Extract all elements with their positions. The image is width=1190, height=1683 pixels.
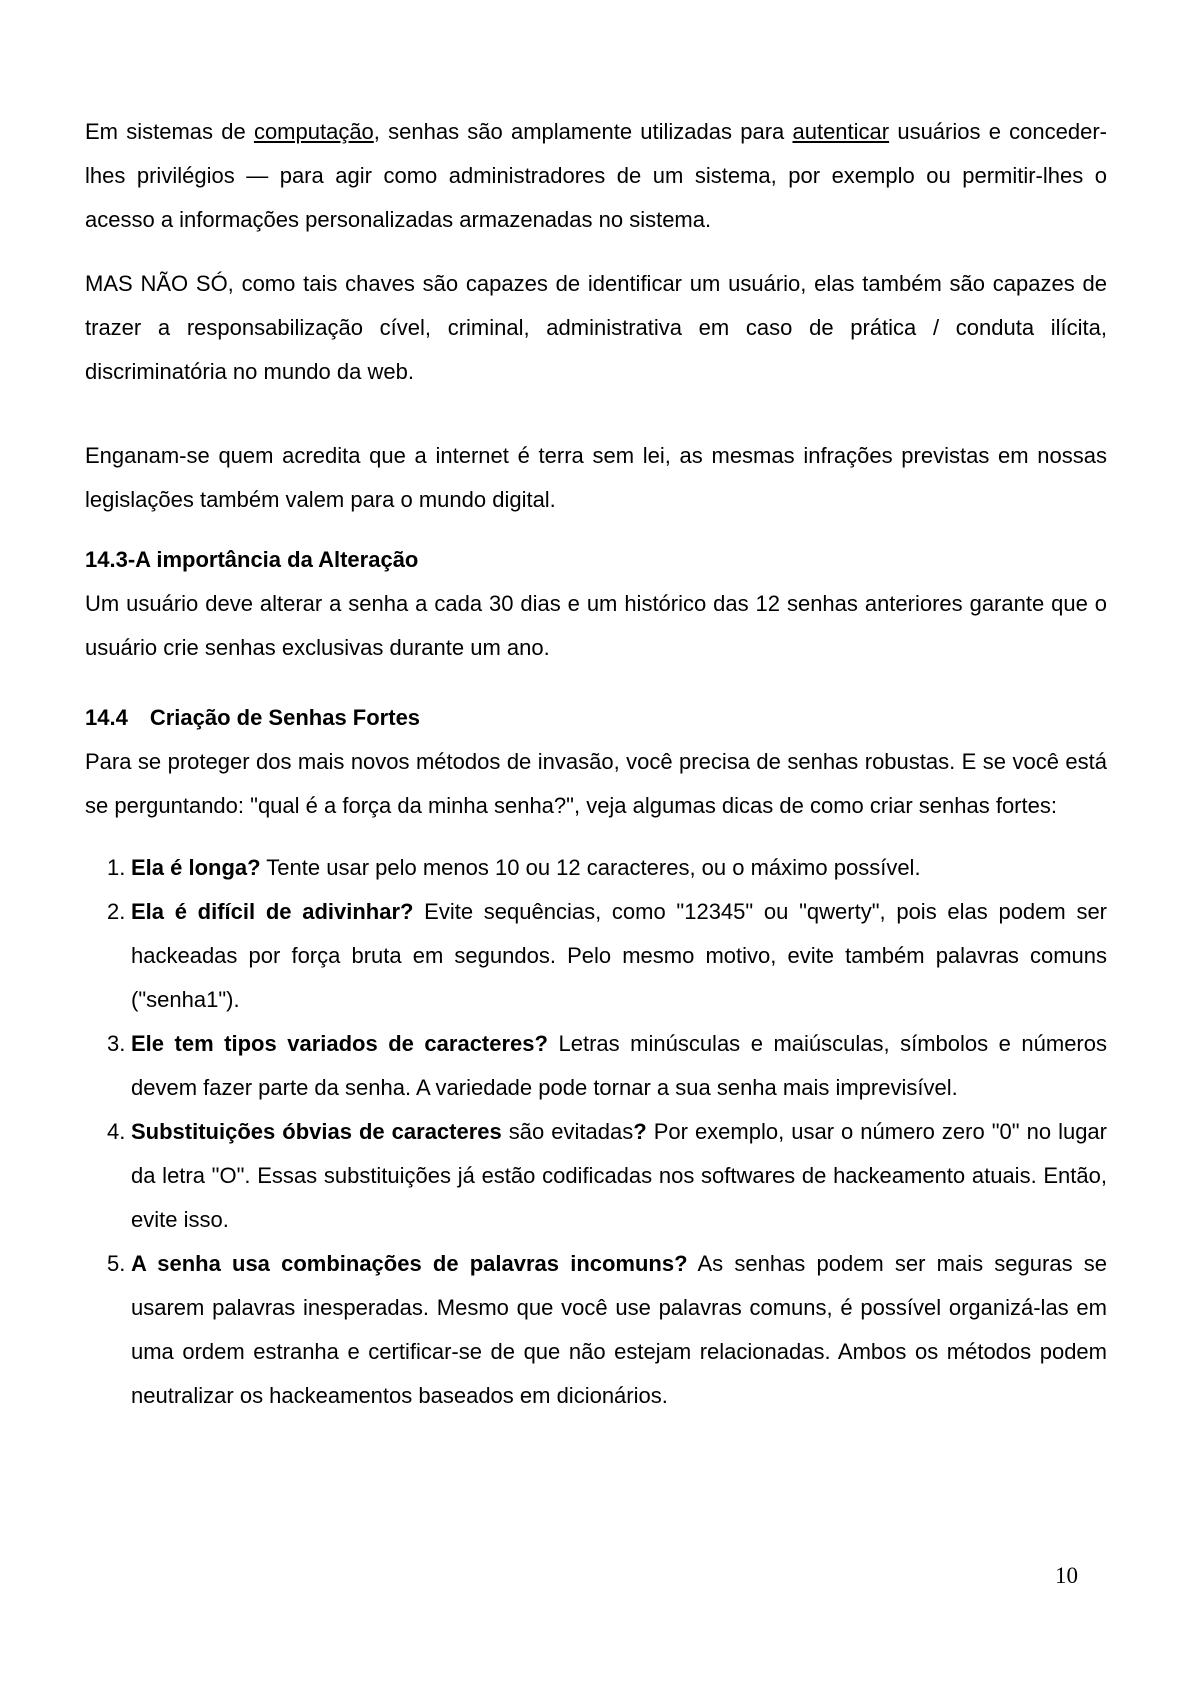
password-tips-list [85,846,1107,1418]
list-item-3 [85,1022,1107,1110]
list-item-5 [85,1242,1107,1418]
list-item-2 [85,890,1107,1022]
list-item-text: Ele tem tipos variados de caracteres? Letras minúsculas e maiúsculas, símbolos e números devem fazer parte da senha. A variedade pode tornar a sua senha mais imprevisível. [131,1031,1107,1100]
list-item-number: 2. [107,899,126,924]
paragraph-passwords-intro: Em sistemas de computação, senhas são amplamente utilizadas para autenticar usuários e conceder-lhes privilégios — para agir como administradores de um sistema, por exemplo ou permitir-lhes o acesso a informações personalizadas armazenadas no sistema. [85,119,1107,232]
list-item-number: 1. [107,855,126,880]
list-item-number: 3. [107,1031,126,1056]
list-item-text: Ela é difícil de adivinhar? Evite sequências, como "12345" ou "qwerty", pois elas podem ser hackeadas por força bruta em segundos. Pelo mesmo motivo, evite também palavras comuns ("senha1"). [131,899,1107,1012]
paragraph-password-change: Um usuário deve alterar a senha a cada 30 dias e um histórico das 12 senhas anteriores garante que o usuário crie senhas exclusivas durante um ano. [85,591,1107,660]
list-item-1 [85,846,1107,890]
list-item-text: Substituições óbvias de caracteres são evitadas? Por exemplo, usar o número zero "0" no lugar da letra "O". Essas substituições já estão codificadas nos softwares de hackeamento atuais. Então, evite isso. [131,1119,1107,1232]
paragraph-strong-passwords-intro: Para se proteger dos mais novos métodos de invasão, você precisa de senhas robustas. E se você está se perguntando: "qual é a força da minha senha?", veja algumas dicas de como criar senhas fortes: [85,749,1107,818]
list-item-number: 5. [107,1251,126,1276]
page-content [85,110,1107,1418]
paragraph-responsibility: MAS NÃO SÓ, como tais chaves são capazes de identificar um usuário, elas também são capazes de trazer a responsabilização cível, criminal, administrativa em caso de prática / conduta ilícita, discriminatória no mundo da web. [85,271,1107,384]
section-heading-14-4: 14.4 Criação de Senhas Fortes [85,705,421,730]
list-item-text: Ela é longa? Tente usar pelo menos 10 ou 12 caracteres, ou o máximo possível. [131,855,921,880]
section-heading-14-3: 14.3-A importância da Alteração [85,547,419,572]
list-item-number: 4. [107,1119,126,1144]
list-item-text: A senha usa combinações de palavras incomuns? As senhas podem ser mais seguras se usarem palavras inesperadas. Mesmo que você use palavras comuns, é possível organizá-las em uma ordem estranha e certificar-se de que não estejam relacionadas. Ambos os métodos podem neutralizar os hackeamentos baseados em dicionários. [131,1251,1107,1408]
paragraph-internet-law: Enganam-se quem acredita que a internet é terra sem lei, as mesmas infrações previstas em nossas legislações também valem para o mundo digital. [85,443,1107,512]
list-item-4 [85,1110,1107,1242]
page-number: 10 [1055,1563,1078,1588]
